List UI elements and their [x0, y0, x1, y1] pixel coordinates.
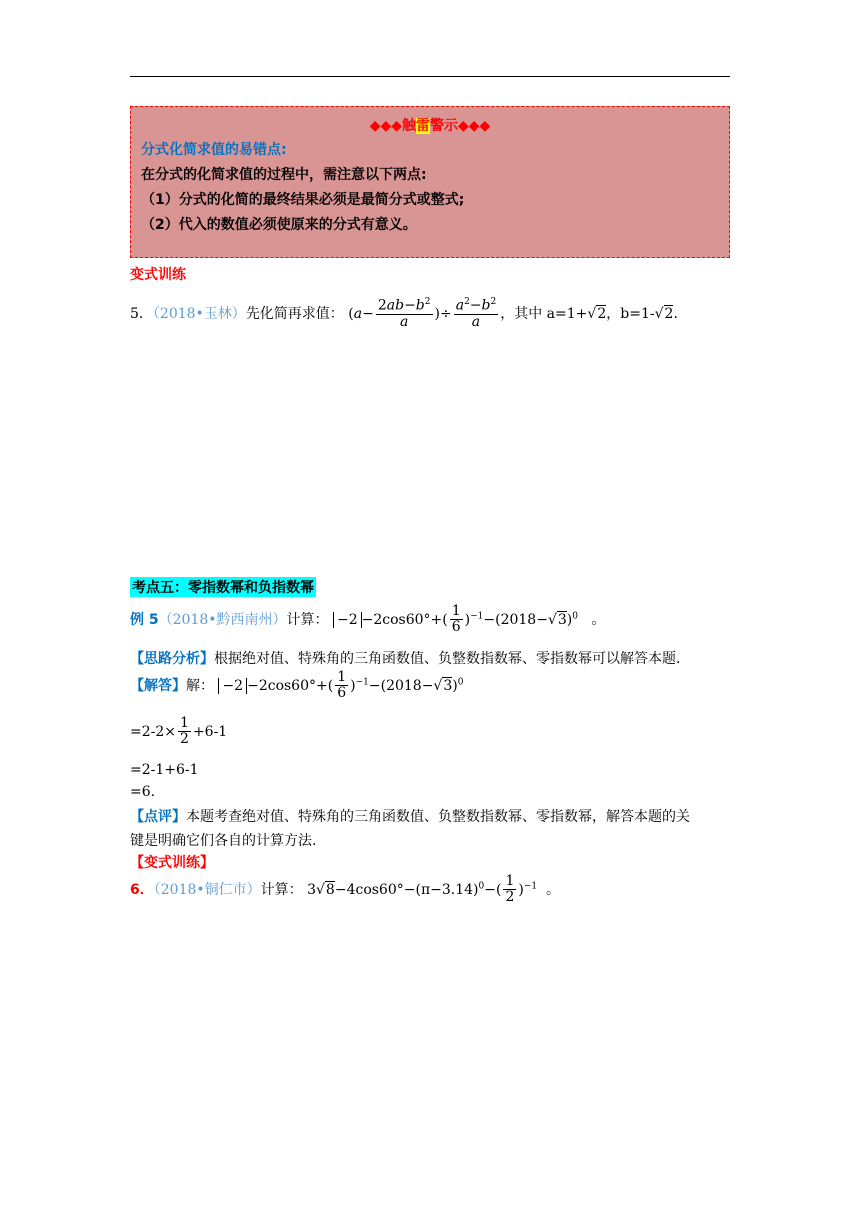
- ex5-expression: −2 −2cos60°+( $\frac{1}{6}$ )$^{-1}-(2018-√3)^0$: [333, 612, 578, 628]
- analysis: 【思路分析】根据绝对值、特殊角的三角函数值、负整数指数幂、零指数幂可以解答本题.: [130, 651, 681, 667]
- header-rule: [130, 76, 730, 77]
- warning-box: [130, 106, 730, 258]
- warning-line-3: （2）代入的数值必须使原来的分式有意义。: [141, 217, 417, 233]
- solution-step-1: =2-2× $\frac{1}{2}$ +6-1: [130, 715, 228, 748]
- q6-expression: $3√8-4\cos 60^\circ-(\pi-3.14)^0-$( $\frac{1}{2}$ )$^{-1}$: [307, 873, 538, 906]
- example-5: 例 5（2018•黔西南州）计算： −2 −2cos60°+( $\frac{1}{6}$ )$^{-1}-(2018-√3)^0$ 。: [130, 603, 606, 636]
- solution-step-3: =6.: [130, 784, 156, 800]
- comment: 【点评】本题考查绝对值、特殊角的三角函数值、负整数指数幂、零指数幂，解答本题的关: [130, 809, 690, 825]
- warning-line-2: （1）分式的化简的最终结果必须是最简分式或整式;: [141, 192, 465, 208]
- warning-title: ◆◆◆触雷警示◆◆◆: [369, 118, 491, 134]
- solution-expression: −2 −2cos60°+( $\frac{1}{6}$ )$^{-1}-(2018-√3)^0$: [218, 678, 463, 694]
- warning-line-1: 在分式的化简求值的过程中，需注意以下两点:: [141, 167, 427, 183]
- variant-label-2: 【变式训练】: [130, 855, 214, 871]
- q5-expression: (a− $\frac{2ab-b^2}{a}$ )÷ $\frac{a^2-b^2}{a}$: [348, 297, 497, 331]
- solution: 【解答】解： −2 −2cos60°+( $\frac{1}{6}$ )$^{-1}-(2018-√3)^0$: [130, 669, 464, 702]
- comment-line-2: 键是明确它们各自的计算方法.: [130, 833, 317, 849]
- question-5: 5．（2018•玉林）先化简再求值： (a− $\frac{2ab-b^2}{a}$ )÷ $\frac{a^2-b^2}{a}$ ，其中 a=1+√2，b=1-√2.: [130, 297, 678, 331]
- section-title: 考点五：零指数幂和负指数幂: [130, 577, 316, 597]
- question-6: 6．（2018•铜仁市）计算： $3√8-4\cos 60^\circ-(\pi-3.14)^0-$( $\frac{1}{2}$ )$^{-1}$ 。: [130, 873, 561, 906]
- warning-heading: 分式化简求值的易错点:: [141, 142, 287, 158]
- solution-step-2: =2-1+6-1: [130, 762, 199, 778]
- variant-label: 变式训练: [130, 267, 186, 283]
